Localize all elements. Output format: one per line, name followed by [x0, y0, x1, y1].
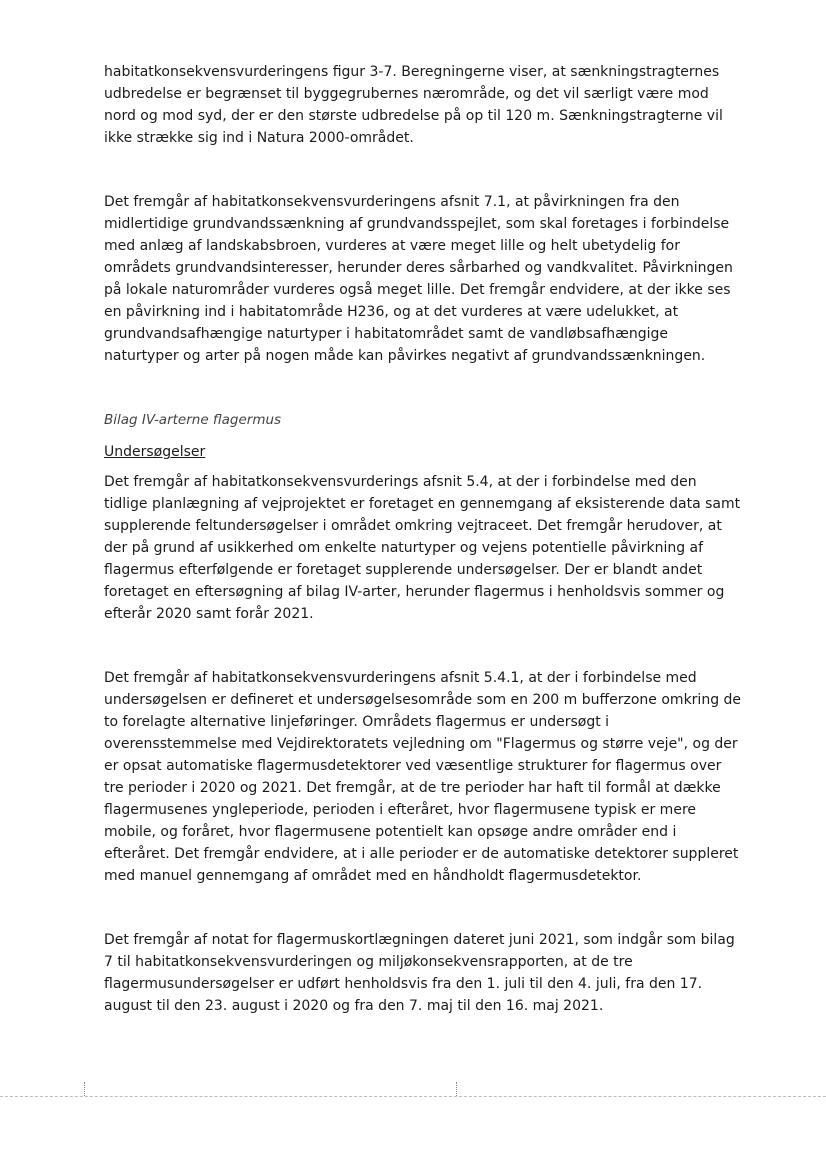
paragraph-grundvandssænkning: Det fremgår af habitatkonsekvensvurderingens afsnit 7.1, at påvirkningen fra den midlertidige grundvandssænkning af grundvandsspejlet, som skal foretages i forbindelse med anlæg af landskabsbroen, vurderes at være meget lille og helt ubetydelig for områdets grundvandsinteresser, herunder deres sårbarhed og vandkvalitet. Påvirkningen på lokale naturområder vurderes også meget lille. Det fremgår endvidere, at der ikke ses en påvirkning ind i habitatområde H236, og at det vurderes at være udelukket, at grundvandsafhængige naturtyper i habitatområdet samt de vandløbsafhængige naturtyper og arter på nogen måde kan påvirkes negativt af grundvandssænkningen.	[104, 194, 733, 364]
section-heading-flagermus: Bilag IV-arterne flagermus	[104, 412, 282, 428]
scan-fold-line	[0, 1096, 826, 1097]
paragraph-notat-flagermuskortlægning: Det fremgår af notat for flagermuskortlægningen dateret juni 2021, som indgår som bilag 7 til habitatkonsekvensvurderingen og miljøkonsekvensrapporten, at de tre flagermusundersøgelser er udført henholdsvis fra den 1. juli til den 4. juli, fra den 17. august til den 23. august i 2020 og fra den 7. maj til den 16. maj 2021.	[104, 932, 735, 1014]
scan-mark-left	[84, 1082, 87, 1096]
subsection-heading-undersøgelser: Undersøgelser	[104, 444, 206, 460]
paragraph-sænkningstragter: habitatkonsekvensvurderingens figur 3-7. Beregningerne viser, at sænkningstragternes udbredelse er begrænset til byggegrubernes nærområde, og det vil særligt være mod nord og mod syd, der er den største udbredelse på op til 120 m. Sænkningstragterne vil ikke strække sig ind i Natura 2000-området.	[104, 64, 723, 146]
scan-mark-center	[456, 1082, 459, 1096]
paragraph-afsnit-5-4: Det fremgår af habitatkonsekvensvurderings afsnit 5.4, at der i forbindelse med den tidlige planlægning af vejprojektet er foretaget en gennemgang af eksisterende data samt supplerende feltundersøgelser i området omkring vejtraceet. Det fremgår herudover, at der på grund af usikkerhed om enkelte naturtyper og vejens potentielle påvirkning af flagermus efterfølgende er foretaget supplerende undersøgelser. Der er blandt andet foretaget en eftersøgning af bilag IV-arter, herunder flagermus i henholdsvis sommer og efterår 2020 samt forår 2021.	[104, 474, 741, 622]
document-page	[104, 61, 744, 1017]
paragraph-afsnit-5-4-1: Det fremgår af habitatkonsekvensvurderingens afsnit 5.4.1, at der i forbindelse med undersøgelsen er defineret et undersøgelsesområde som en 200 m bufferzone omkring de to forelagte alternative linjeføringer. Områdets flagermus er undersøgt i overensstemmelse med Vejdirektoratets vejledning om "Flagermus og større veje", og der er opsat automatiske flagermusdetektorer ved væsentlige strukturer for flagermus over tre perioder i 2020 og 2021. Det fremgår, at de tre perioder har haft til formål at dække flagermusenes yngleperiode, perioden i efteråret, hvor flagermusene typisk er mere mobile, og foråret, hvor flagermusene potentielt kan opsøge andre områder end i efteråret. Det fremgår endvidere, at i alle perioder er de automatiske detektorer suppleret med manuel gennemgang af området med en håndholdt flagermusdetektor.	[104, 670, 742, 884]
